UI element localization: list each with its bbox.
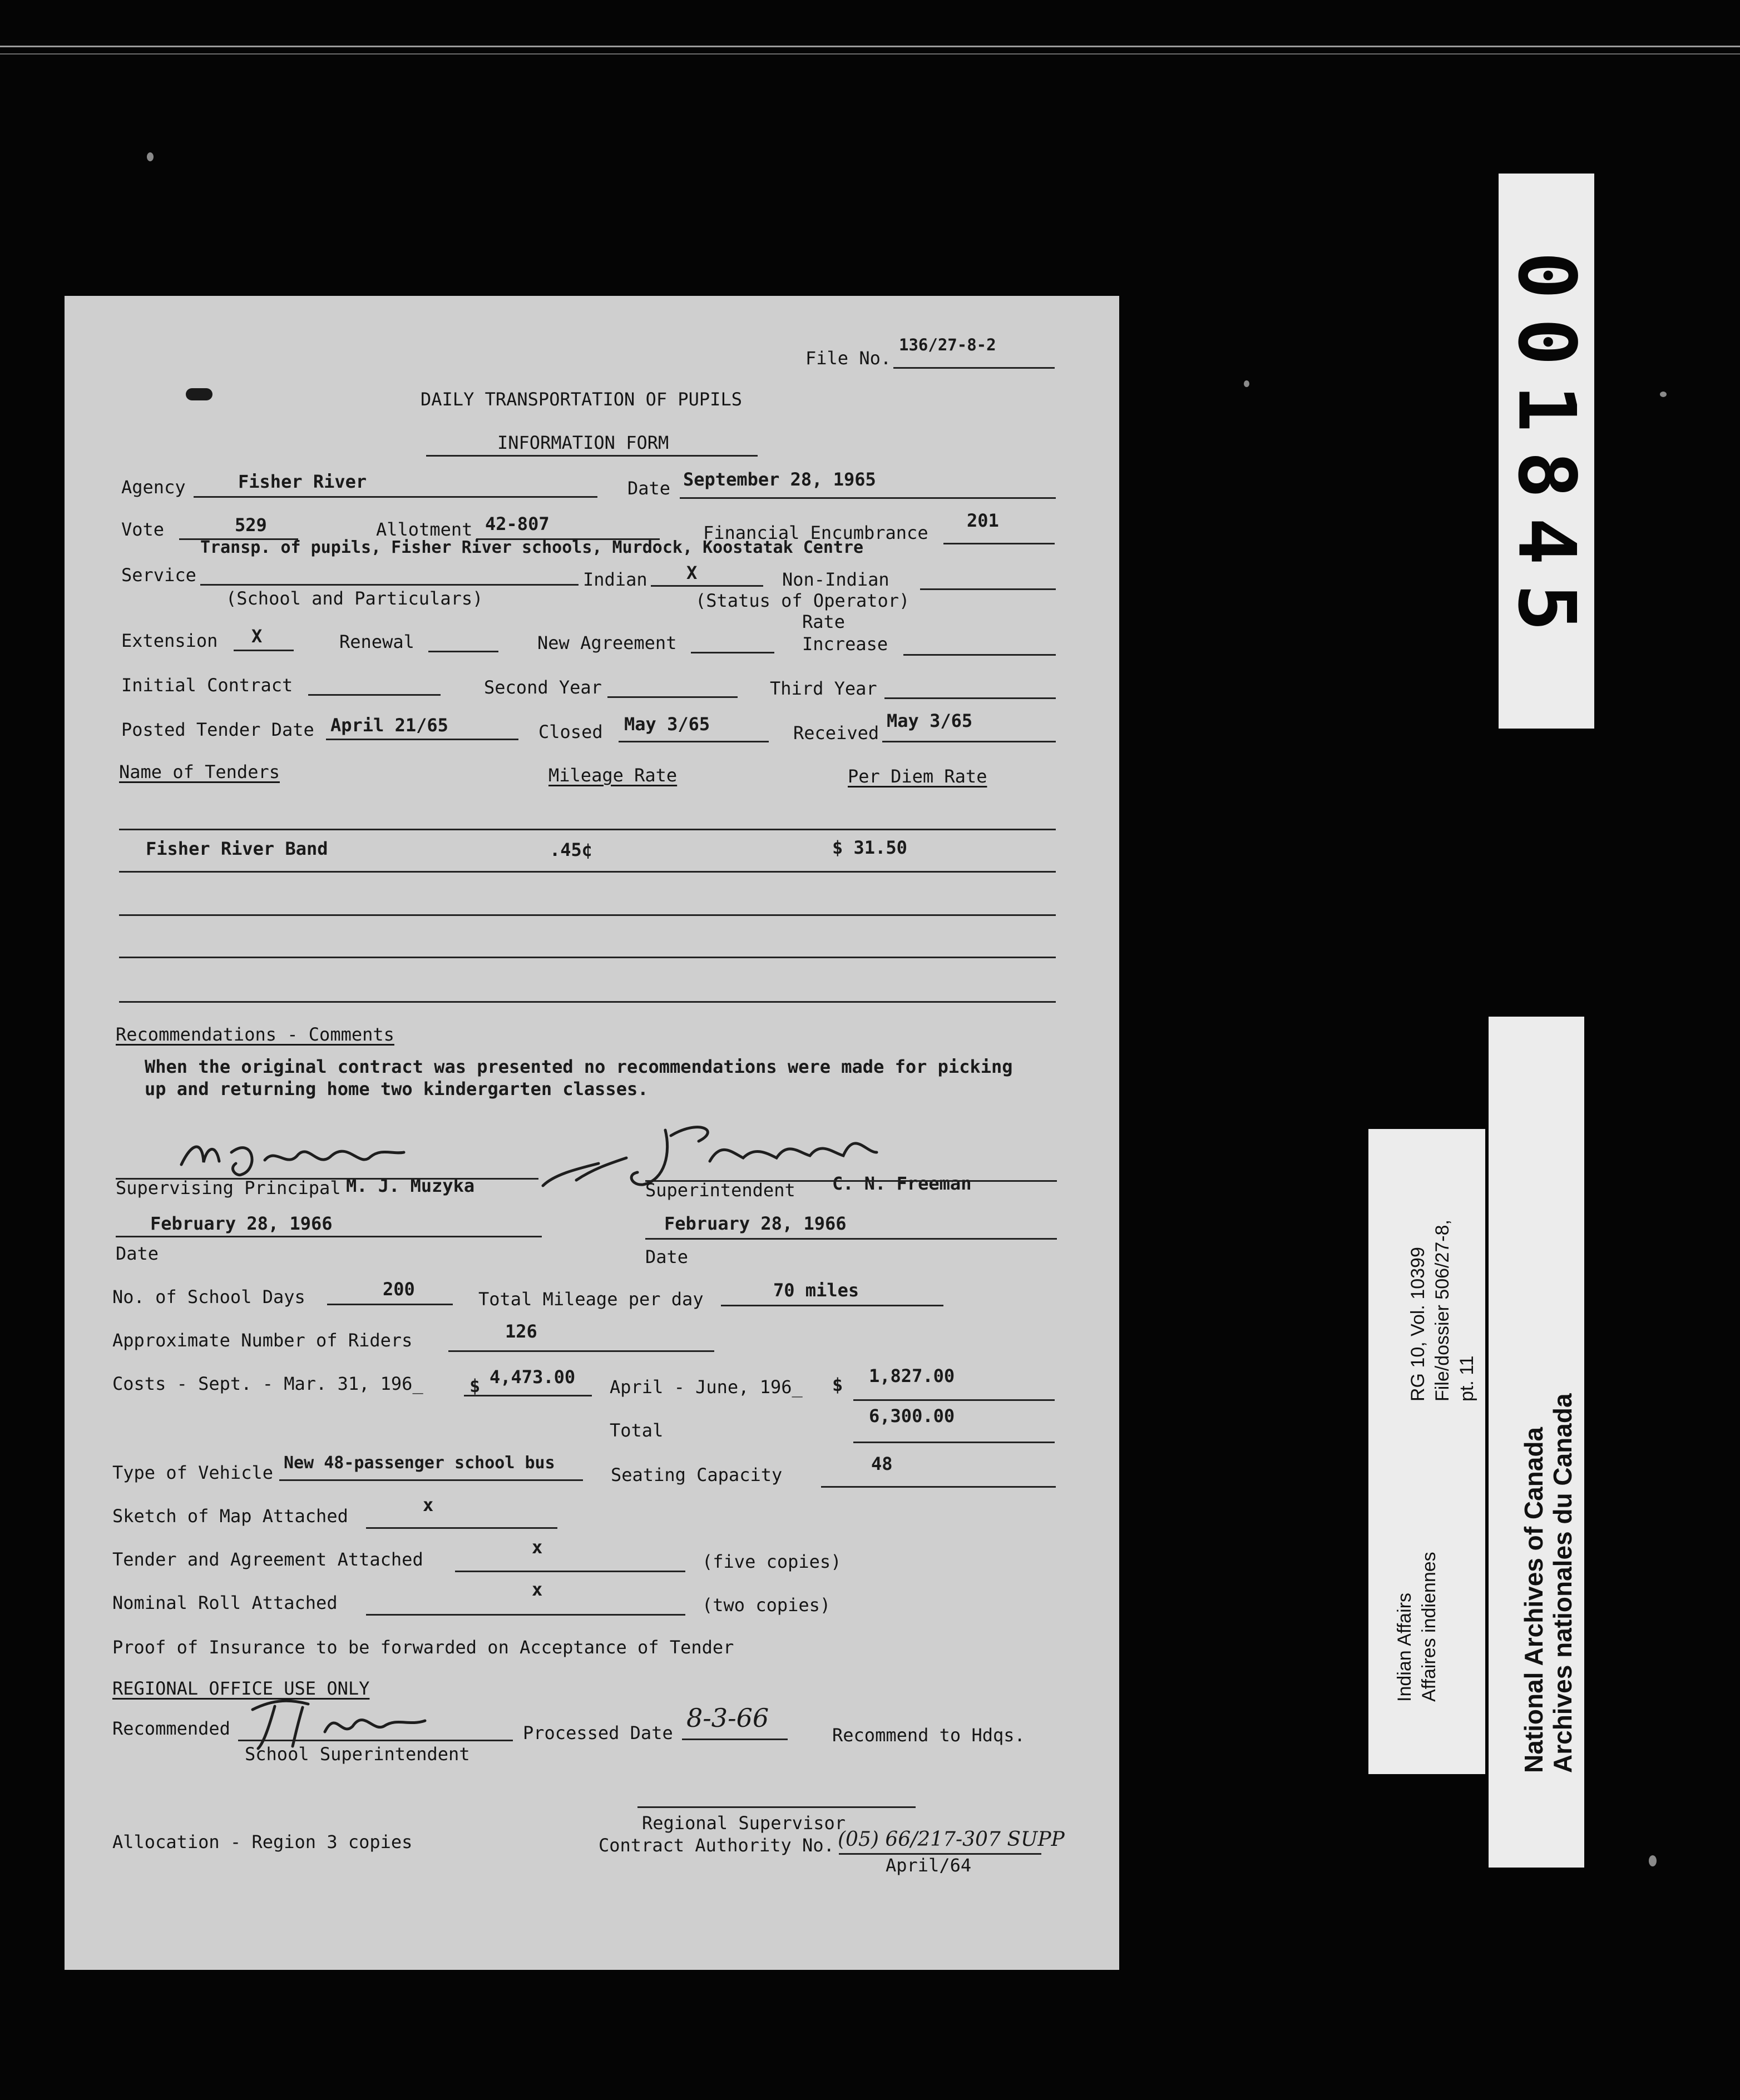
ref-line-3: pt. 11 [1456,1355,1477,1401]
supervising-label: Supervising Principal [116,1177,341,1198]
mileage-header: Mileage Rate [548,765,678,786]
tender-agreement-label: Tender and Agreement Attached [112,1549,423,1570]
renewal-label: Renewal [339,631,414,652]
non-indian-label: Non-Indian [782,569,889,590]
total-mileage-line [721,1305,943,1306]
service-line [200,584,579,586]
archive-reference-label [1368,1129,1485,1774]
principal-signature [170,1130,537,1180]
ref-line-1: RG 10, Vol. 10399 [1407,1247,1428,1401]
vote-label: Vote [121,519,165,540]
financial-label: Financial Encumbrance [703,522,928,543]
school-days-line [327,1304,453,1305]
non-indian-line [920,588,1056,590]
total-line [853,1442,1055,1443]
dept-en: Indian Affairs [1394,1593,1415,1702]
dept-fr: Affaires indiennes [1418,1552,1440,1702]
costs-sept-dollar: $ [469,1375,481,1396]
film-speck [1660,392,1667,397]
school-particulars-caption: (School and Particulars) [226,588,483,609]
film-edge-line [0,46,1740,47]
form-revision-date: April/64 [886,1855,972,1876]
indian-value: X [686,562,698,583]
april-june-dollar: $ [832,1374,843,1395]
frame-number-strip [1499,174,1594,729]
sketch-value: x [423,1494,434,1515]
film-speck [1244,380,1249,387]
superintendent-date: February 28, 1966 [664,1213,847,1234]
rate-increase-line [903,654,1056,656]
vehicle-value: New 48-passenger school bus [284,1453,555,1473]
total-mileage-value: 70 miles [773,1280,859,1301]
posted-tender-value: April 21/65 [330,715,448,736]
supervising-date-line [116,1236,542,1237]
extension-value: X [251,626,263,647]
ref-line-2: File/dossier 506/27-8, [1432,1220,1453,1401]
agency-value: Fisher River [238,471,367,492]
tender-perdiem-value: $ 31.50 [832,837,907,858]
nominal-roll-value: x [532,1579,543,1600]
form-subtitle: INFORMATION FORM [497,432,669,453]
school-superintendent-caption: School Superintendent [245,1744,470,1765]
file-no-value: 136/27-8-2 [899,335,996,354]
allotment-label: Allotment [376,519,473,540]
superintendent-line [645,1180,1057,1182]
school-days-value: 200 [383,1279,415,1300]
riders-line [448,1350,714,1352]
tender-table-line [119,1001,1056,1003]
form-title: DAILY TRANSPORTATION OF PUPILS [421,389,742,410]
national-archives-label [1489,1017,1584,1868]
recommendations-line-1: When the original contract was presented no recommendations were made for picking [145,1056,1013,1077]
vehicle-label: Type of Vehicle [112,1462,273,1483]
financial-line [943,543,1055,544]
total-label: Total [610,1420,664,1441]
renewal-line [428,651,498,652]
received-value: May 3/65 [887,710,973,731]
regional-office-label: REGIONAL OFFICE USE ONLY [112,1678,370,1699]
date-line [680,497,1056,499]
subtitle-rule [426,455,758,457]
processed-date-value: 8-3-66 [686,1703,769,1733]
date-label: Date [627,478,671,499]
third-year-line [884,697,1056,699]
processed-line [682,1739,788,1740]
date-value: September 28, 1965 [683,469,876,490]
costs-sept-line [464,1395,592,1396]
superintendent-date-caption: Date [645,1246,689,1267]
costs-sept-value: 4,473.00 [490,1366,576,1388]
costs-sept-label: Costs - Sept. - Mar. 31, 196_ [112,1373,423,1394]
seating-line [821,1486,1056,1488]
initial-contract-label: Initial Contract [121,675,293,696]
tender-agreement-line [455,1571,685,1572]
recommendations-line-2: up and returning home two kindergarten classes. [145,1078,649,1099]
second-year-line [607,696,738,698]
new-agreement-label: New Agreement [537,632,677,653]
school-days-label: No. of School Days [112,1286,305,1307]
contract-authority-value: (05) 66/217-307 SUPP [838,1828,1065,1851]
april-june-value: 1,827.00 [869,1365,955,1386]
agency-line [194,496,597,498]
transportation-form [65,296,1119,1970]
tenders-header: Name of Tenders [119,761,280,782]
tender-agreement-value: x [532,1537,543,1558]
recommended-line [238,1740,513,1741]
insurance-label: Proof of Insurance to be forwarded on Acceptance of Tender [112,1637,734,1658]
financial-value: 201 [967,510,999,531]
vehicle-line [279,1479,583,1481]
file-no-line [893,367,1055,369]
recommendations-label: Recommendations - Comments [116,1024,394,1045]
recommend-hq-label: Recommend to Hdqs. [832,1725,1025,1746]
extension-label: Extension [121,630,218,651]
supervising-date: February 28, 1966 [150,1213,333,1234]
status-caption: (Status of Operator) [695,590,910,611]
seating-label: Seating Capacity [611,1464,783,1485]
received-line [882,741,1056,742]
april-june-line [853,1399,1055,1401]
total-mileage-label: Total Mileage per day [478,1289,704,1310]
superintendent-name: C. N. Freeman [832,1173,972,1194]
increase-label: Increase [802,633,888,655]
tender-mileage-value: .45¢ [550,839,593,860]
superintendent-date-line [645,1238,1057,1240]
vote-value: 529 [235,514,267,536]
recommended-label: Recommended [112,1718,230,1739]
nac-fr: Archives nationales du Canada [1548,1393,1577,1773]
nominal-roll-label: Nominal Roll Attached [112,1592,338,1613]
closed-value: May 3/65 [624,714,710,735]
tender-table-line [119,957,1056,958]
extension-line [234,650,294,651]
superintendent-label: Superintendent [645,1180,795,1201]
supervising-name: M. J. Muzyka [346,1175,475,1196]
indian-label: Indian [583,569,647,590]
april-june-label: April - June, 196_ [610,1376,803,1398]
tender-table-line [119,871,1056,873]
regional-supervisor-line [637,1806,916,1808]
tender-table-line [119,829,1056,830]
indian-line [651,585,763,587]
agency-label: Agency [121,477,186,498]
closed-label: Closed [538,721,603,742]
nominal-roll-line [366,1614,685,1616]
new-agreement-line [691,652,774,653]
nac-en: National Archives of Canada [1519,1427,1548,1773]
third-year-label: Third Year [770,678,877,699]
sketch-label: Sketch of Map Attached [112,1505,348,1527]
closed-line [619,741,769,742]
rate-label: Rate [802,611,846,632]
contract-authority-label: Contract Authority No. [599,1835,834,1856]
seating-value: 48 [871,1453,893,1474]
service-label: Service [121,564,196,586]
two-copies-label: (two copies) [702,1594,831,1616]
film-speck [1649,1855,1657,1866]
film-edge-line [0,53,1740,55]
received-label: Received [793,722,879,744]
posted-tender-label: Posted Tender Date [121,719,314,740]
allocation-label: Allocation - Region 3 copies [112,1831,413,1853]
sketch-line [366,1527,557,1529]
initial-contract-line [308,694,441,696]
supervising-line [116,1178,538,1180]
second-year-label: Second Year [484,677,602,698]
service-value: Transp. of pupils, Fisher River schools, Murdock, Koostatak Centre [200,538,864,557]
riders-value: 126 [505,1321,537,1342]
frame-number: 001845 [1500,251,1593,651]
ink-blot [186,388,212,400]
tender-table-line [119,914,1056,916]
tender-name-value: Fisher River Band [146,838,328,859]
supervising-date-caption: Date [116,1243,159,1264]
allotment-value: 42-807 [485,513,550,534]
regional-supervisor-caption: Regional Supervisor [642,1812,846,1834]
five-copies-label: (five copies) [702,1551,842,1572]
perdiem-header: Per Diem Rate [848,766,987,787]
total-value: 6,300.00 [869,1405,955,1427]
processed-label: Processed Date [523,1722,673,1744]
file-no-label: File No. [805,348,892,369]
posted-tender-line [326,739,518,740]
film-speck [147,152,154,161]
riders-label: Approximate Number of Riders [112,1330,413,1351]
